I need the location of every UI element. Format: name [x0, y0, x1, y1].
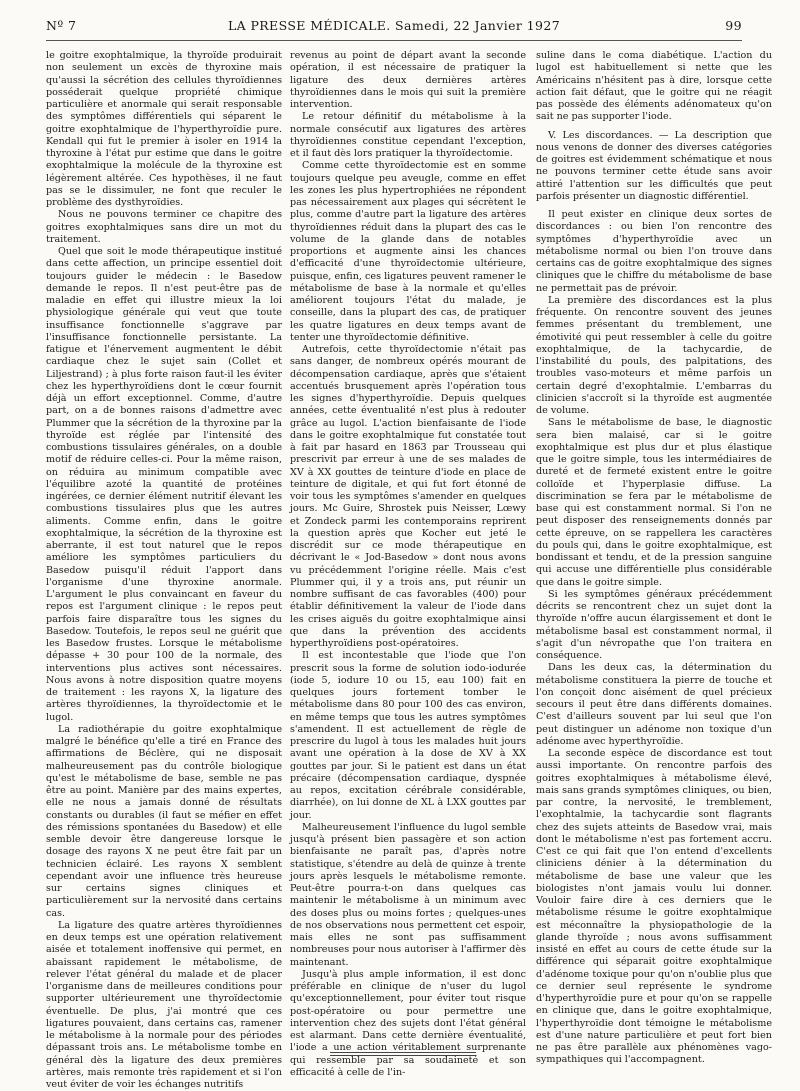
paragraph: Nous ne pouvons terminer ce chapitre des goitres exophtalmiques sans dire un mot du traitement. [46, 209, 282, 245]
paragraph: revenus au point de départ avant la seconde opération, il est nécessaire de pratiquer la ligature des deux dernières artères thyroïdiennes dans le mois qui suit la première intervention. [290, 50, 526, 110]
journal-title: LA PRESSE MÉDICALE. Samedi, 22 Janvier 1927 [227, 18, 561, 33]
page-number: 99 [725, 18, 742, 33]
text-column-3 [536, 50, 772, 1066]
paragraph: La seconde espèce de discordance est tout aussi importante. On rencontre parfois des goitres exophtalmiques à métabolisme élevé, mais sans grands symptômes cliniques, ou bien, par contre, la nervosité, le tremblement, l'exophtalmie, la tachycardie sont flagrants chez des sujets atteints de Basedow vrai, mais dont le métabolisme n'est pas fortement accru. C'est ce qui fait que l'on entend d'excellents cliniciens dénier à la détermination du métabolisme de base une valeur que les biologistes n'ont jamais voulu lui donner. Vouloir faire dire à ces derniers que le métabolisme résume le goitre exophtalmique est méconnaître la physiopathologie de la glande thyroïde ; nous avons suffisamment insisté en effet au cours de cette étude sur la différence qui séparait goitre exophtalmique d'adénome toxique pour qu'on n'oublie plus que ce dernier seul représente le syndrome d'hyperthyroïdie pure et pour qu'on se rappelle en clinique que, dans le goitre exophtalmique, l'hyperthyroïdie dont témoigne le métabolisme est d'une nature particulière et peut fort bien ne pas être parallèle aux phénomènes vago-sympathiques qui l'accompagnent. [536, 748, 772, 1066]
end-rule [330, 1052, 476, 1053]
paragraph: Dans les deux cas, la détermination du métabolisme constituera la pierre de touche et l'on conçoit donc aisément de quel précieux secours il peut être dans différents domaines. C'est d'ailleurs souvent par lui seul que l'on peut distinguer un adénome non toxique d'un adénome avec hyperthyroïdie. [536, 662, 772, 747]
paragraph: Sans le métabolisme de base, le diagnostic sera bien malaisé, car si le goitre exophtalmique est plus dur et plus élastique que le goitre simple, tous les intermédiaires de dureté et de fermeté existent entre le goitre colloïde et l'hyperplasie diffuse. La discrimination se fera par le métabolisme de base qui est constamment normal. Si l'on ne peut disposer des renseignements donnés par cette épreuve, on se rappellera les caractères du pouls qui, dans le goitre exophtalmique, est bondissant et tendu, et de la pression sanguine qui accuse une différentielle plus considérable que dans le goitre simple. [536, 417, 772, 588]
paragraph: Jusqu'à plus ample information, il est donc préférable en clinique de n'user du lugol qu'exceptionnellement, pour éviter tout risque post-opératoire ou pour permettre une intervention chez des sujets dont l'état général est alarmant. Dans cette dernière éventualité, l'iode a une action véritablement surprenante qui ressemble par sa soudaineté et son efficacité à celle de l'in- [290, 968, 526, 1078]
section-heading-paragraph: V. Les discordances. — La description que nous venons de donner des diverses catégories de goitres est évidemment schématique et nous ne pouvons terminer cette étude sans avoir attiré l'attention sur les difficultés que peut parfois présenter un diagnostic différentiel. [536, 129, 772, 202]
text-column-1 [46, 50, 282, 1090]
issue-number: Nº 7 [46, 18, 77, 33]
paragraph: Autrefois, cette thyroïdectomie n'était pas sans danger, de nombreux opérés mourant de décompensation cardiaque, après que s'étaient accentués brusquement après l'opération tous les signes d'hyperthyroïdie. Depuis quelques années, cette éventualité n'est plus à redouter grâce au lugol. L'action bienfaisante de l'iode dans le goitre exophtalmique fut constatée tout à fait par hasard en 1863 par Trousseau qui prescrivit par erreur à une de ses malades de XV à XX gouttes de teinture d'iode en place de teinture de digitale, et qui fut fort étonné de voir tous les symptômes s'amender en quelques jours. Mc Guire, Shrostek puis Neisser, Lœwy et Zondeck parmi les contemporains reprirent la question après que Kocher eut jeté le discrédit sur ce mode thérapeutique en décrivant le « Jod-Basedow » dont nous avons vu précédemment l'origine réelle. Mais c'est Plummer qui, il y a trois ans, put réunir un nombre suffisant de cas favorables (400) pour établir définitivement la valeur de l'iode dans les crises aiguës du goitre exophtalmique ainsi que dans la prévention des accidents hyperthyroïdiens post-opératoires. [290, 344, 526, 649]
paragraph: Il peut exister en clinique deux sortes de discordances : ou bien l'on rencontre des symptômes d'hyperthyroïdie avec un métabolisme normal ou bien l'on trouve dans certains cas de goitre exophtalmique des signes cliniques que le chiffre du métabolisme de base ne permettait pas de prévoir. [536, 209, 772, 294]
paragraph: le goitre exophtalmique, la thyroïde produirait non seulement un excès de thyroxine mais qu'aussi la sécrétion des cellules thyroïdiennes posséderait quelque propriété chimique particulière et anormale qui serait responsable des symptômes différentiels qui séparent le goitre exophtalmique de l'hyperthyroïdie pure. Kendall qui fut le premier à isoler en 1914 la thyroxine à l'état pur estime que dans le goitre exophtalmique la molécule de la thyroxine est légèrement altérée. Ces hypothèses, il ne faut pas se le dissimuler, ne font que reculer le problème des dysthyroïdies. [46, 50, 282, 208]
paragraph: suline dans le coma diabétique. L'action du lugol est habituellement si nette que les Américains n'hésitent pas à dire, lorsque cette action fait défaut, que le goitre qui ne réagit pas possède des éléments adénomateux qu'on sait ne pas supporter l'iode. [536, 50, 772, 123]
paragraph: Le retour définitif du métabolisme à la normale consécutif aux ligatures des artères thyroïdiennes constitue cependant l'exception, et il faut dès lors pratiquer la thyroïdectomie. [290, 111, 526, 159]
header-rule [46, 40, 742, 41]
paragraph: Malheureusement l'influence du lugol semble jusqu'à présent bien passagère et son action bienfaisante ne paraît pas, d'après notre statistique, s'étendre au delà de quinze à trente jours après lesquels le métabolisme remonte. Peut-être pourra-t-on dans quelques cas maintenir le métabolisme à un minimum avec des doses plus ou moins fortes ; quelques-unes de nos observations nous permettent cet espoir, mais elles ne sont pas suffisamment nombreuses pour nous autoriser à l'affirmer dès maintenant. [290, 821, 526, 968]
running-head [46, 18, 742, 38]
paragraph: La ligature des quatre artères thyroïdiennes en deux temps est une opération relativement aisée et totalement inoffensive qui permet, en abaissant rapidement le métabolisme, de relever l'état général du malade et de placer l'organisme dans de meilleures conditions pour supporter ultérieurement une thyroïdectomie éventuelle. De plus, j'ai montré que ces ligatures pouvaient, dans certains cas, ramener le métabolisme à la normale pour des périodes dépassant trois ans. Le métabolisme tombe en général dès la ligature des deux premières artères, mais remonte très rapidement et si l'on veut éviter de voir les échanges nutritifs [46, 919, 282, 1090]
paragraph: Quel que soit le mode thérapeutique institué dans cette affection, un principe essentiel doit toujours guider le médecin : le Basedow demande le repos. Il n'est peut-être pas de maladie en effet qui illustre mieux la loi physiologique générale qui veut que toute insuffisance fonctionnelle s'aggrave par l'insuffisance fonctionnelle persistante. La fatigue et l'énervement augmentent le débit cardiaque chez le sujet sain (Collet et Liljestrand) ; à plus forte raison faut-il les éviter chez les hyperthyroïdiens dont le cœur fournit déjà un effort exceptionnel. Comme, d'autre part, on a de bonnes raisons d'admettre avec Plummer que la sécrétion de la thyroxine par la thyroïde est réglée par l'intensité des combustions tissulaires générales, on a double motif de réduire celles-ci. Pour la même raison, on réduira au minimum compatible avec l'équilibre azoté la quantité de protéines ingérées, ce dernier élément nutritif élevant les combustions tissulaires plus que les autres aliments. Comme enfin, dans le goitre exophtalmique, la sécrétion de la thyroxine est aberrante, il est tout naturel que le repos améliore les symptômes particuliers du Basedow puisqu'il réduit l'apport dans l'organisme d'une thyroxine anormale. L'argument le plus convaincant en faveur du repos est l'argument clinique : le repos peut parfois faire disparaître tous les signes du Basedow. Toutefois, le repos seul ne guérit que les Basedow frustes. Lorsque le métabolisme dépasse + 30 pour 100 de la normale, des interventions plus actives sont nécessaires. Nous avons à notre disposition quatre moyens de traitement : les rayons X, la ligature des artères thyroïdiennes, la thyroïdectomie et le lugol. [46, 246, 282, 723]
paragraph: La première des discordances est la plus fréquente. On rencontre souvent des jeunes femmes présentant du tremblement, une émotivité qui peut ressembler à celle du goitre exophtalmique, de la tachycardie, de l'instabilité du pouls, des palpitations, des troubles vaso-moteurs et même parfois un certain degré d'exophtalmie. L'embarras du clinicien s'accroît si la thyroïde est augmentée de volume. [536, 294, 772, 416]
end-rule [330, 1055, 476, 1056]
paragraph: Il est incontestable que l'iode que l'on prescrit sous la forme de solution iodo-iodurée (iode 5, iodure 10 ou 15, eau 100) fait en quelques jours fortement tomber le métabolisme dans 80 pour 100 des cas environ, en même temps que tous les autres symptômes s'amendent. Il est actuellement de règle de prescrire du lugol à tous les malades huit jours avant une opération à la dose de XV à XX gouttes par jour. Si le patient est dans un état précaire (décompensation cardiaque, dyspnée au repos, excitation cérébrale considérable, diarrhée), on lui donne de XL à LXX gouttes par jour. [290, 650, 526, 821]
text-column-2 [290, 50, 526, 1078]
paragraph: Comme cette thyroïdectomie est en somme toujours quelque peu aveugle, comme en effet les zones les plus hypertrophiées ne répondent pas nécessairement aux plages qui sécrètent le plus, comme d'autre part la ligature des artères thyroïdiennes réduit dans la plupart des cas le volume de la glande dans de notables proportions et augmente ainsi les chances d'efficacité d'une thyroïdectomie ultérieure, puisque, enfin, ces ligatures peuvent ramener le métabolisme de base à la normale et qu'elles améliorent toujours l'état du malade, je conseille, dans la plupart des cas, de pratiquer les quatre ligatures en deux temps avant de tenter une thyroïdectomie définitive. [290, 160, 526, 343]
paragraph: La radiothérapie du goitre exophtalmique malgré le bénéfice qu'elle a tiré en France des affirmations de Béclère, qui ne disposait malheureusement pas du contrôle biologique qu'est le métabolisme de base, semble ne pas être au point. Manière par des mains expertes, elle ne nous a jamais donné de résultats constants ou durables (il faut se méfier en effet des rémissions spontanées du Basedow) et elle semble devoir être dangereuse lorsque le dosage des rayons X ne peut être fait par un technicien éclairé. Les rayons X semblent cependant avoir une influence très heureuse sur certains signes cliniques et particulièrement sur la nervosité dans certains cas. [46, 723, 282, 919]
paragraph: Si les symptômes généraux précédemment décrits se rencontrent chez un sujet dont la thyroïde n'offre aucun élargissement et dont le métabolisme basal est constamment normal, il s'agit d'un névropathe que l'on traitera en conséquence. [536, 588, 772, 661]
